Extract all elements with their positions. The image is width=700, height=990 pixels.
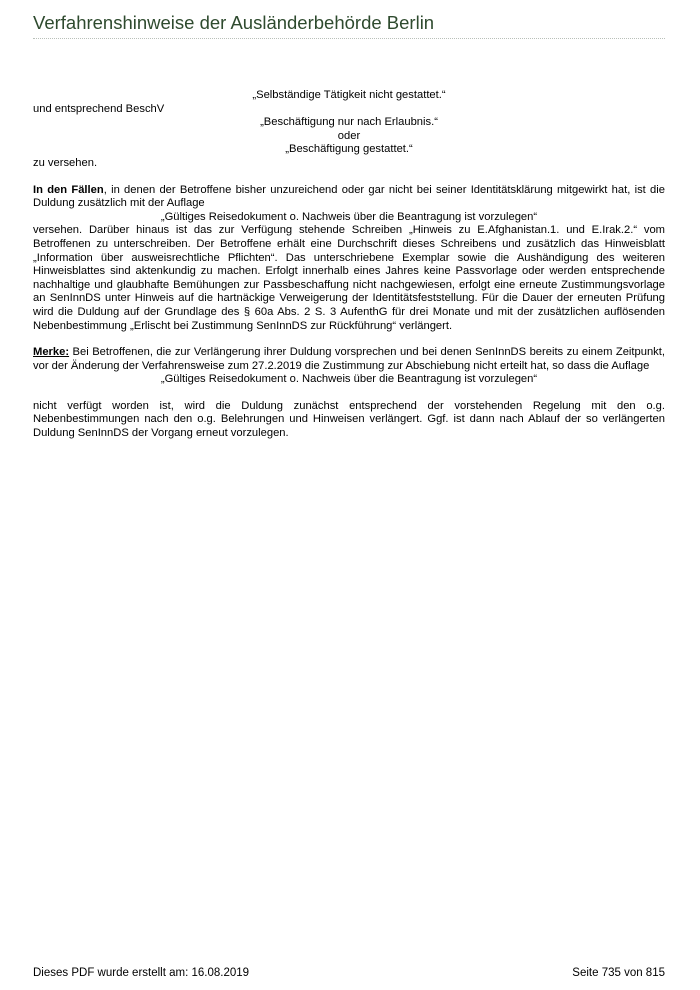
paragraph-lead: In den Fällen — [33, 183, 104, 196]
paragraph-lead-rest: , in denen der Betroffene bisher unzureichend oder gar nicht bei seiner Identitätsklärung mitgewirkt hat, ist die Duldung zusätzlich mit der Auflage — [33, 183, 665, 210]
text-beschv: und entsprechend BeschV — [33, 102, 165, 115]
footer-page-number: Seite 735 von 815 — [572, 967, 665, 979]
text-zu-versehen: zu versehen. — [33, 156, 98, 169]
text-oder: oder — [337, 129, 361, 142]
merke-text: Bei Betroffenen, die zur Verlängerung ihrer Duldung vorsprechen und bei denen SenInnDS bereits zu einem Zeitpunkt, vor der Änderung der Verfahrensweise zum 27.2.2019 die Zustimmung zur Abschiebung nicht erteilt hat, so dass die Auflage — [33, 346, 665, 372]
quote-reisedokument-2: „Gültiges Reisedokument o. Nachweis über die Beantragung ist vorzulegen“ — [160, 373, 538, 386]
merke-label: Merke: — [33, 346, 70, 359]
paragraph-hinweis-schreiben: versehen. Darüber hinaus ist das zur Verfügung stehende Schreiben „Hinweis zu E.Afghanistan.1. und E.Irak.2.“ vom Betroffenen zu unterschreiben. Der Betroffene erhält eine Durchschrift dieses Schreibens und zusätzlich das Hinweisblatt „Information über ausweisrechtliche Pflichten“. Das unterschriebene Exemplar sowie die Aushändigung des weiteren Hinweisblattes sind aktenkundig zu machen. Erfolgt innerhalb eines Jahres keine Passvorlage oder werden entsprechende nachhaltige und glaubhafte Bemühungen zur Passbeschaffung nicht nachgewiesen, erfolgt eine erneute Zustimmungsvorlage an SenInnDS unter Hinweis auf die hartnäckige Verweigerung der Identitätsfeststellung. Für die Dauer der erneuten Prüfung wird die Duldung auf der Grundlage des § 60a Abs. 2 S. 3 AufenthG für drei Monate und mit der zusätzlichen auflösenden Nebenbestimmung „Erlischt bei Zustimmung SenInnDS zur Rückführung“ verlängert. — [33, 224, 665, 332]
paragraph-identitaetsklaerung — [33, 184, 665, 211]
quote-selbstaendige-taetigkeit: „Selbständige Tätigkeit nicht gestattet.“ — [252, 89, 446, 101]
document-body — [33, 89, 665, 441]
quote-beschaeftigung-erlaubnis: „Beschäftigung nur nach Erlaubnis.“ — [260, 116, 438, 129]
paragraph-merke — [33, 346, 665, 373]
page-header — [33, 12, 665, 39]
quote-reisedokument-1: „Gültiges Reisedokument o. Nachweis über die Beantragung ist vorzulegen“ — [160, 210, 538, 223]
paragraph-verlaengerung: nicht verfügt worden ist, wird die Duldung zunächst entsprechend der vorstehenden Regelung mit den o.g. Nebenbestimmungen nach den o.g. Belehrungen und Hinweisen verlängert. Ggf. ist dann nach Ablauf der so verlängerten Duldung SenInnDS der Vorgang erneut vorzulegen. — [33, 399, 665, 440]
footer-created-date: Dieses PDF wurde erstellt am: 16.08.2019 — [33, 967, 250, 979]
quote-beschaeftigung-gestattet: „Beschäftigung gestattet.“ — [285, 143, 413, 156]
header-title: Verfahrenshinweise der Ausländerbehörde Berlin — [33, 12, 435, 33]
